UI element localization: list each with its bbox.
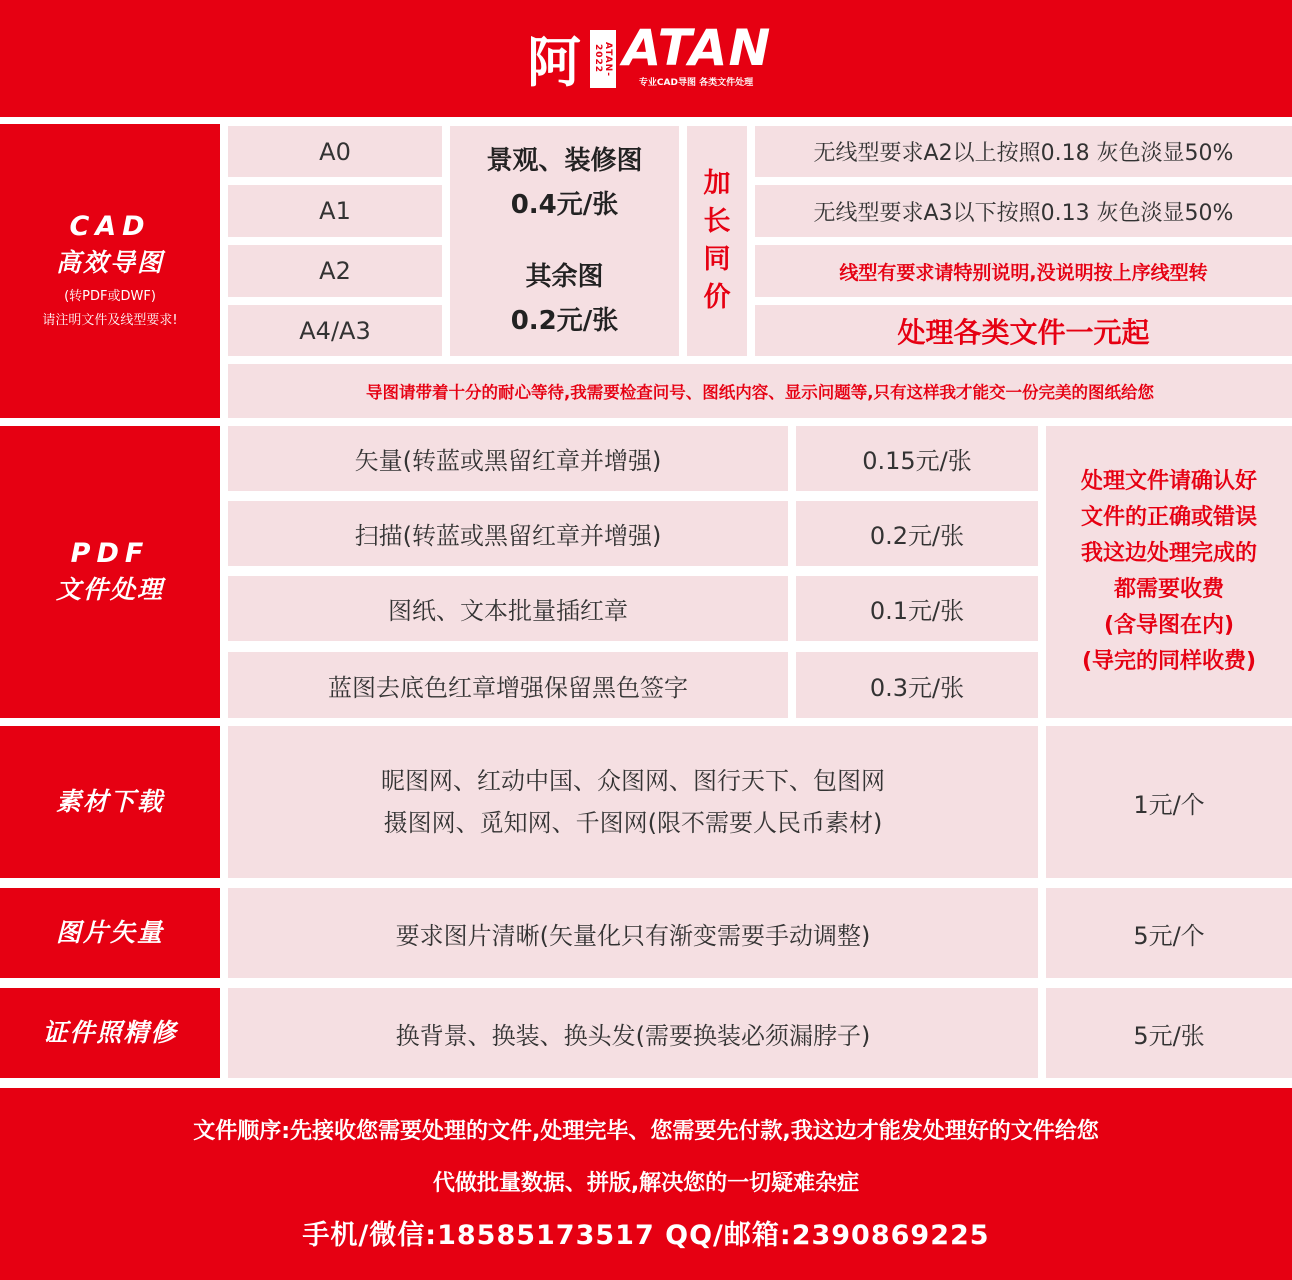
extend-char-2: 长 (703, 206, 731, 237)
material-sites-line1: 昵图网、红动中国、众图网、图行天下、包图网 (381, 767, 885, 795)
cad-label-line2: 高效导图 (55, 248, 164, 277)
cad-label (0, 124, 220, 418)
size-cell-a4a3: A4/A3 (228, 305, 442, 356)
cad-price-cell (450, 126, 679, 356)
photo-label (0, 988, 220, 1078)
footer-contact: 手机/微信:18585173517 QQ/邮箱:2390869225 (302, 1220, 990, 1251)
cad-rule-1: 无线型要求A2以上按照0.18 灰色淡显50% (755, 126, 1292, 177)
photo-label-text: 证件照精修 (42, 1018, 178, 1047)
pdf-label-line2: 文件处理 (55, 575, 164, 604)
size-cell-a2: A2 (228, 245, 442, 297)
cad-price-value2: 0.2元/张 (510, 306, 619, 336)
logo-char: 阿 (527, 29, 581, 94)
vector-label-text: 图片矢量 (55, 918, 164, 947)
cad-label-note1: (转PDF或DWF) (64, 289, 156, 304)
extend-char-1: 加 (703, 168, 731, 199)
pdf-price-blueprint: 0.3元/张 (796, 652, 1038, 718)
pdf-price-vector: 0.15元/张 (796, 426, 1038, 491)
logo-subtitle: 专业CAD导图 各类文件处理 (638, 77, 754, 88)
material-sites (228, 726, 1038, 878)
pdf-warning-line-2: 文件的正确或错误 (1080, 505, 1257, 530)
pdf-warning (1046, 426, 1292, 718)
pdf-item-blueprint: 蓝图去底色红章增强保留黑色签字 (228, 652, 788, 718)
cad-patience-note: 导图请带着十分的耐心等待,我需要检查问号、图纸内容、显示问题等,只有这样我才能交一份完美的图纸给您 (228, 364, 1292, 418)
material-price: 1元/个 (1046, 726, 1292, 878)
cad-rule-3: 线型有要求请特别说明,没说明按上序线型转 (755, 245, 1292, 297)
pdf-price-scan: 0.2元/张 (796, 501, 1038, 566)
photo-desc: 换背景、换装、换头发(需要换装必须漏脖子) (228, 988, 1038, 1078)
logo-vertical-tag: ATAN-2022 (590, 30, 616, 88)
cad-price-value1: 0.4元/张 (510, 190, 619, 220)
cad-rule-4: 处理各类文件一元起 (755, 305, 1292, 356)
cad-label-line1: CAD (69, 211, 151, 242)
material-label-text: 素材下载 (55, 787, 164, 816)
cad-price-title2: 其余图 (525, 262, 604, 292)
pdf-item-stamp: 图纸、文本批量插红章 (228, 576, 788, 641)
size-cell-a1: A1 (228, 185, 442, 237)
pdf-price-stamp: 0.1元/张 (796, 576, 1038, 641)
extend-same-price (687, 126, 747, 356)
footer-order-note: 文件顺序:先接收您需要处理的文件,处理完毕、您需要先付款,我这边才能发处理好的文件给您 (193, 1119, 1099, 1144)
pdf-item-scan: 扫描(转蓝或黑留红章并增强) (228, 501, 788, 566)
pdf-item-vector: 矢量(转蓝或黑留红章并增强) (228, 426, 788, 491)
vector-label (0, 888, 220, 978)
pdf-warning-line-4: 都需要收费 (1113, 577, 1224, 602)
cad-price-title1: 景观、装修图 (486, 146, 643, 176)
material-label (0, 726, 220, 878)
footer-service-note: 代做批量数据、拼版,解决您的一切疑难杂症 (432, 1171, 860, 1196)
photo-price: 5元/张 (1046, 988, 1292, 1078)
material-sites-line2: 摄图网、觅知网、千图网(限不需要人民币素材) (383, 809, 883, 837)
pdf-label (0, 426, 220, 718)
vector-price: 5元/个 (1046, 888, 1292, 978)
logo-text: ATAN (622, 19, 772, 77)
pdf-warning-line-1: 处理文件请确认好 (1080, 469, 1257, 494)
cad-label-note2: 请注明文件及线型要求! (42, 313, 178, 328)
extend-char-3: 同 (703, 244, 731, 275)
vector-desc: 要求图片清晰(矢量化只有渐变需要手动调整) (228, 888, 1038, 978)
footer (0, 1088, 1292, 1280)
pdf-label-line1: PDF (70, 538, 150, 569)
pdf-warning-line-5: (含导图在内) (1103, 613, 1235, 638)
pdf-warning-line-3: 我这边处理完成的 (1080, 541, 1257, 566)
pdf-warning-line-6: (导完的同样收费) (1081, 649, 1257, 674)
size-cell-a0: A0 (228, 126, 442, 177)
cad-rule-2: 无线型要求A3以下按照0.13 灰色淡显50% (755, 185, 1292, 237)
extend-char-4: 价 (703, 282, 731, 313)
